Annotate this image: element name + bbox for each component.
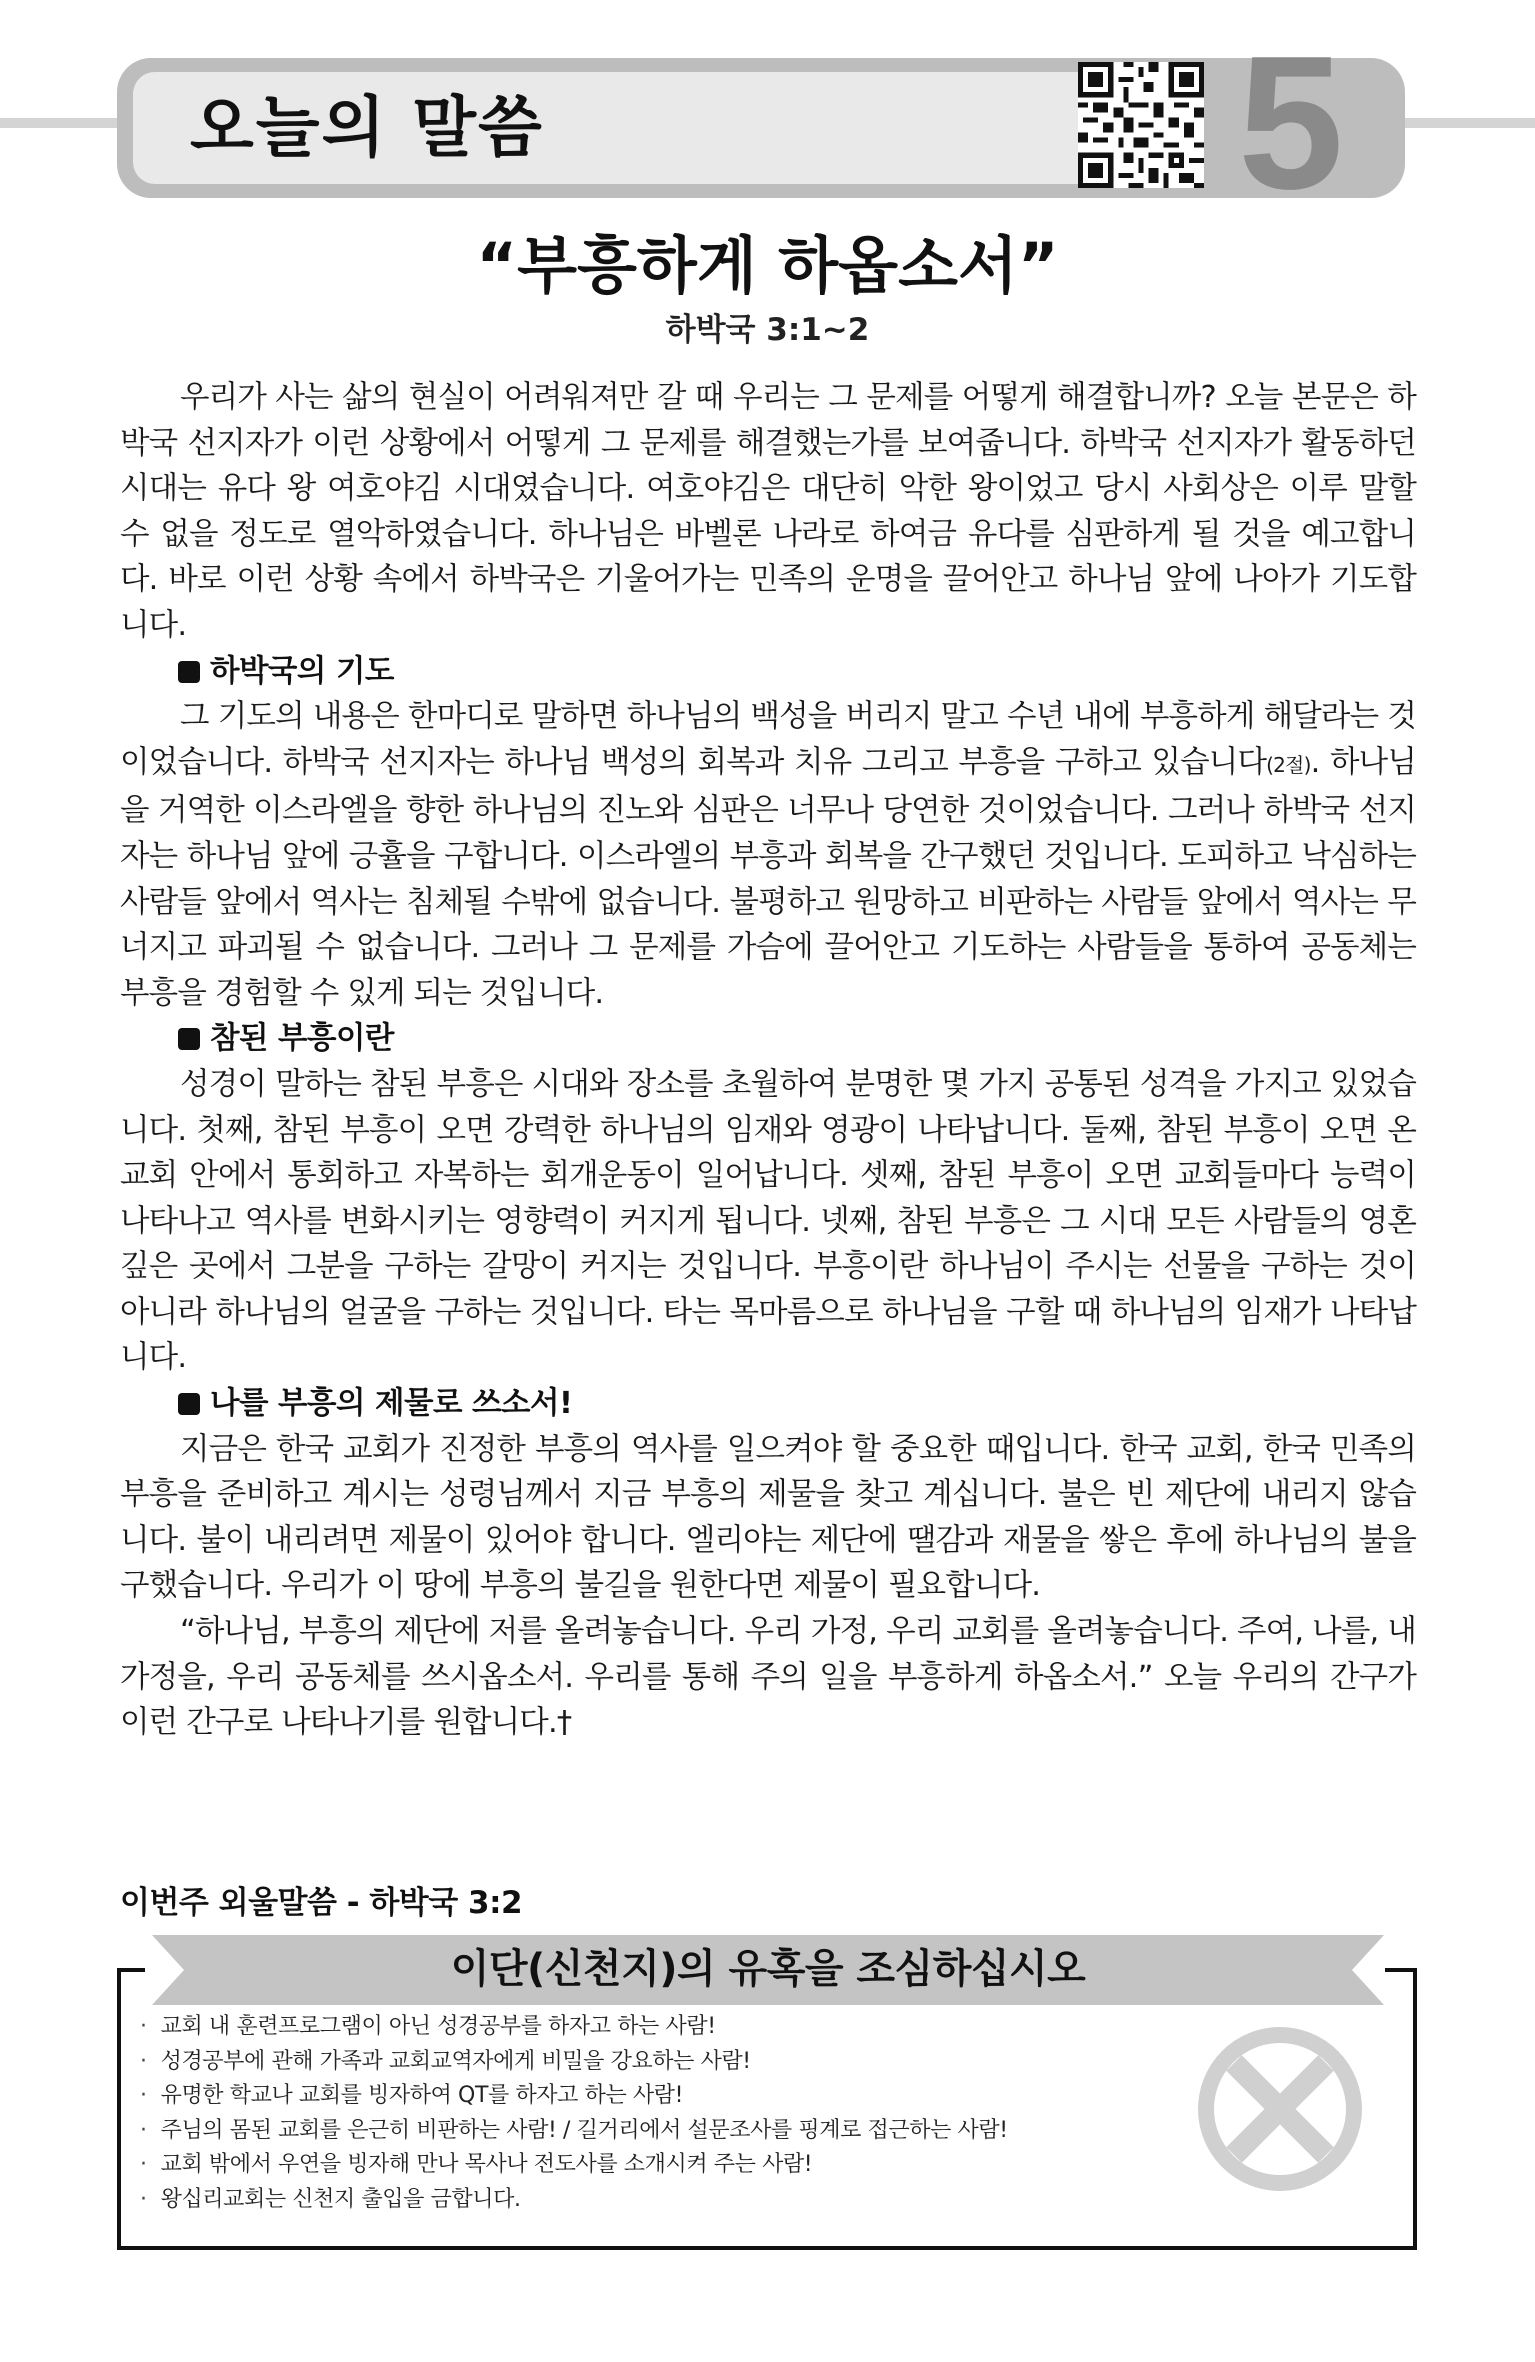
list-item: · 교회 밖에서 우연을 빙자해 만나 목사나 전도사를 소개시켜 주는 사람!	[140, 2148, 1140, 2183]
list-item: · 교회 내 훈련프로그램이 아닌 성경공부를 하자고 하는 사람!	[140, 2010, 1140, 2045]
paragraph-text: . 하나님을 거역한 이스라엘을 향한 하나님의 진노와 심판은 너무나 당연한 것이었습니다. 그러나 하박국 선지자는 하나님 앞에 긍휼을 구합니다. 이스라엘의 부흥과 회복을 간구했던 것입니다. 도피하고 낙심하는 사람들 앞에서 역사는 침체될 수밖에 없습니다. 불평하고 원망하고 비판하는 사람들 앞에서 역사는 무너지고 파괴될 수 없습니다. 그러나 그 문제를 가슴에 끌어안고 기도하는 사람들을 통하여 공동체는 부흥을 경험할 수 있게 되는 것입니다.	[120, 744, 1416, 1011]
section-paragraph	[120, 694, 1416, 1016]
page-number: 5	[1238, 17, 1344, 229]
section-heading-text: 참된 부흥이란	[210, 1021, 394, 1057]
warning-list	[140, 2010, 1140, 2217]
section-heading-text: 하박국의 기도	[210, 653, 394, 689]
square-bullet-icon	[178, 661, 200, 683]
section-heading-text: 나를 부흥의 제물로 쓰소서!	[210, 1386, 573, 1422]
section-title: 오늘의 말씀	[190, 89, 544, 166]
section-heading	[120, 649, 1416, 695]
prayer-paragraph: “하나님, 부흥의 제단에 저를 올려놓습니다. 우리 가정, 우리 교회를 올려놓습니다. 주여, 나를, 내 가정을, 우리 공동체를 쓰시옵소서. 우리를 통해 주의 일을 부흥하게 하옵소서.” 오늘 우리의 간구가 이런 간구로 나타나기를 원합니다.†	[120, 1614, 1416, 1741]
scripture-reference: 하박국 3:1~2	[665, 312, 870, 348]
header-rule-left	[0, 118, 120, 128]
list-item: · 왕십리교회는 신천지 출입을 금합니다.	[140, 2183, 1140, 2218]
paragraph-text: 그 기도의 내용은 한마디로 말하면 하나님의 백성을 버리지 말고 수년 내에 부흥하게 해달라는 것이었습니다. 하박국 선지자는 하나님 백성의 회복과 치유 그리고 부흥을 구하고 있습니다	[120, 699, 1416, 780]
section-heading	[120, 1381, 1416, 1427]
list-item: · 성경공부에 관해 가족과 교회교역자에게 비밀을 강요하는 사람!	[140, 2045, 1140, 2080]
section-heading	[120, 1016, 1416, 1062]
square-bullet-icon	[178, 1028, 200, 1050]
warning-box-corner-right	[1385, 1968, 1413, 1972]
section-paragraph: 지금은 한국 교회가 진정한 부흥의 역사를 일으켜야 할 중요한 때입니다. 한국 교회, 한국 민족의 부흥을 준비하고 계시는 성령님께서 지금 부흥의 제물을 찾고 계십니다. 불은 빈 제단에 내리지 않습니다. 불이 내리려면 제물이 있어야 합니다. 엘리야는 제단에 땔감과 재물을 쌓은 후에 하나님의 불을 구했습니다. 우리가 이 땅에 부흥의 불길을 원한다면 제물이 필요합니다.	[120, 1431, 1416, 1604]
sermon-body	[120, 375, 1416, 1746]
intro-paragraph: 우리가 사는 삶의 현실이 어려워져만 갈 때 우리는 그 문제를 어떻게 해결합니까? 오늘 본문은 하박국 선지자가 이런 상황에서 어떻게 그 문제를 해결했는가를 보여줍니다. 하박국 선지자가 활동하던 시대는 유다 왕 여호야김 시대였습니다. 여호야김은 대단히 악한 왕이었고 당시 사회상은 이루 말할 수 없을 정도로 열악하였습니다. 하나님은 바벨론 나라로 하여금 유다를 심판하게 될 것을 예고합니다. 바로 이런 상황 속에서 하박국은 기울어가는 민족의 운명을 끌어안고 하나님 앞에 나아가 기도합니다.	[120, 380, 1416, 643]
verse-note: (2절)	[1266, 752, 1311, 777]
square-bullet-icon	[178, 1393, 200, 1415]
qr-code-icon[interactable]	[1078, 62, 1204, 188]
section-paragraph: 성경이 말하는 참된 부흥은 시대와 장소를 초월하여 분명한 몇 가지 공통된 성격을 가지고 있었습니다. 첫째, 참된 부흥이 오면 강력한 하나님의 임재와 영광이 나타납니다. 둘째, 참된 부흥이 오면 온 교회 안에서 통회하고 자복하는 회개운동이 일어납니다. 셋째, 참된 부흥이 오면 교회들마다 능력이 나타나고 역사를 변화시키는 영향력이 커지게 됩니다. 넷째, 참된 부흥은 그 시대 모든 사람들의 영혼 깊은 곳에서 그분을 구하는 갈망이 커지는 것입니다. 부흥이란 하나님이 주시는 선물을 구하는 것이 아니라 하나님의 얼굴을 구하는 것입니다. 타는 목마름으로 하나님을 구할 때 하나님의 임재가 나타납니다.	[120, 1066, 1416, 1376]
list-item: · 유명한 학교나 교회를 빙자하여 QT를 하자고 하는 사람!	[140, 2079, 1140, 2114]
warning-box-corner-left	[117, 1968, 145, 1972]
memory-verse: 이번주 외울말씀 - 하박국 3:2	[120, 1885, 523, 1921]
list-item: · 주님의 몸된 교회를 은근히 비판하는 사람! / 길거리에서 설문조사를 핑계로 접근하는 사람!	[140, 2114, 1140, 2149]
no-entry-x-icon	[1196, 2025, 1364, 2193]
header-rule-right	[1405, 118, 1535, 128]
warning-title: 이단(신천지)의 유혹을 조심하십시오	[450, 1946, 1086, 1992]
sermon-title: “부흥하게 하옵소서”	[476, 229, 1059, 302]
